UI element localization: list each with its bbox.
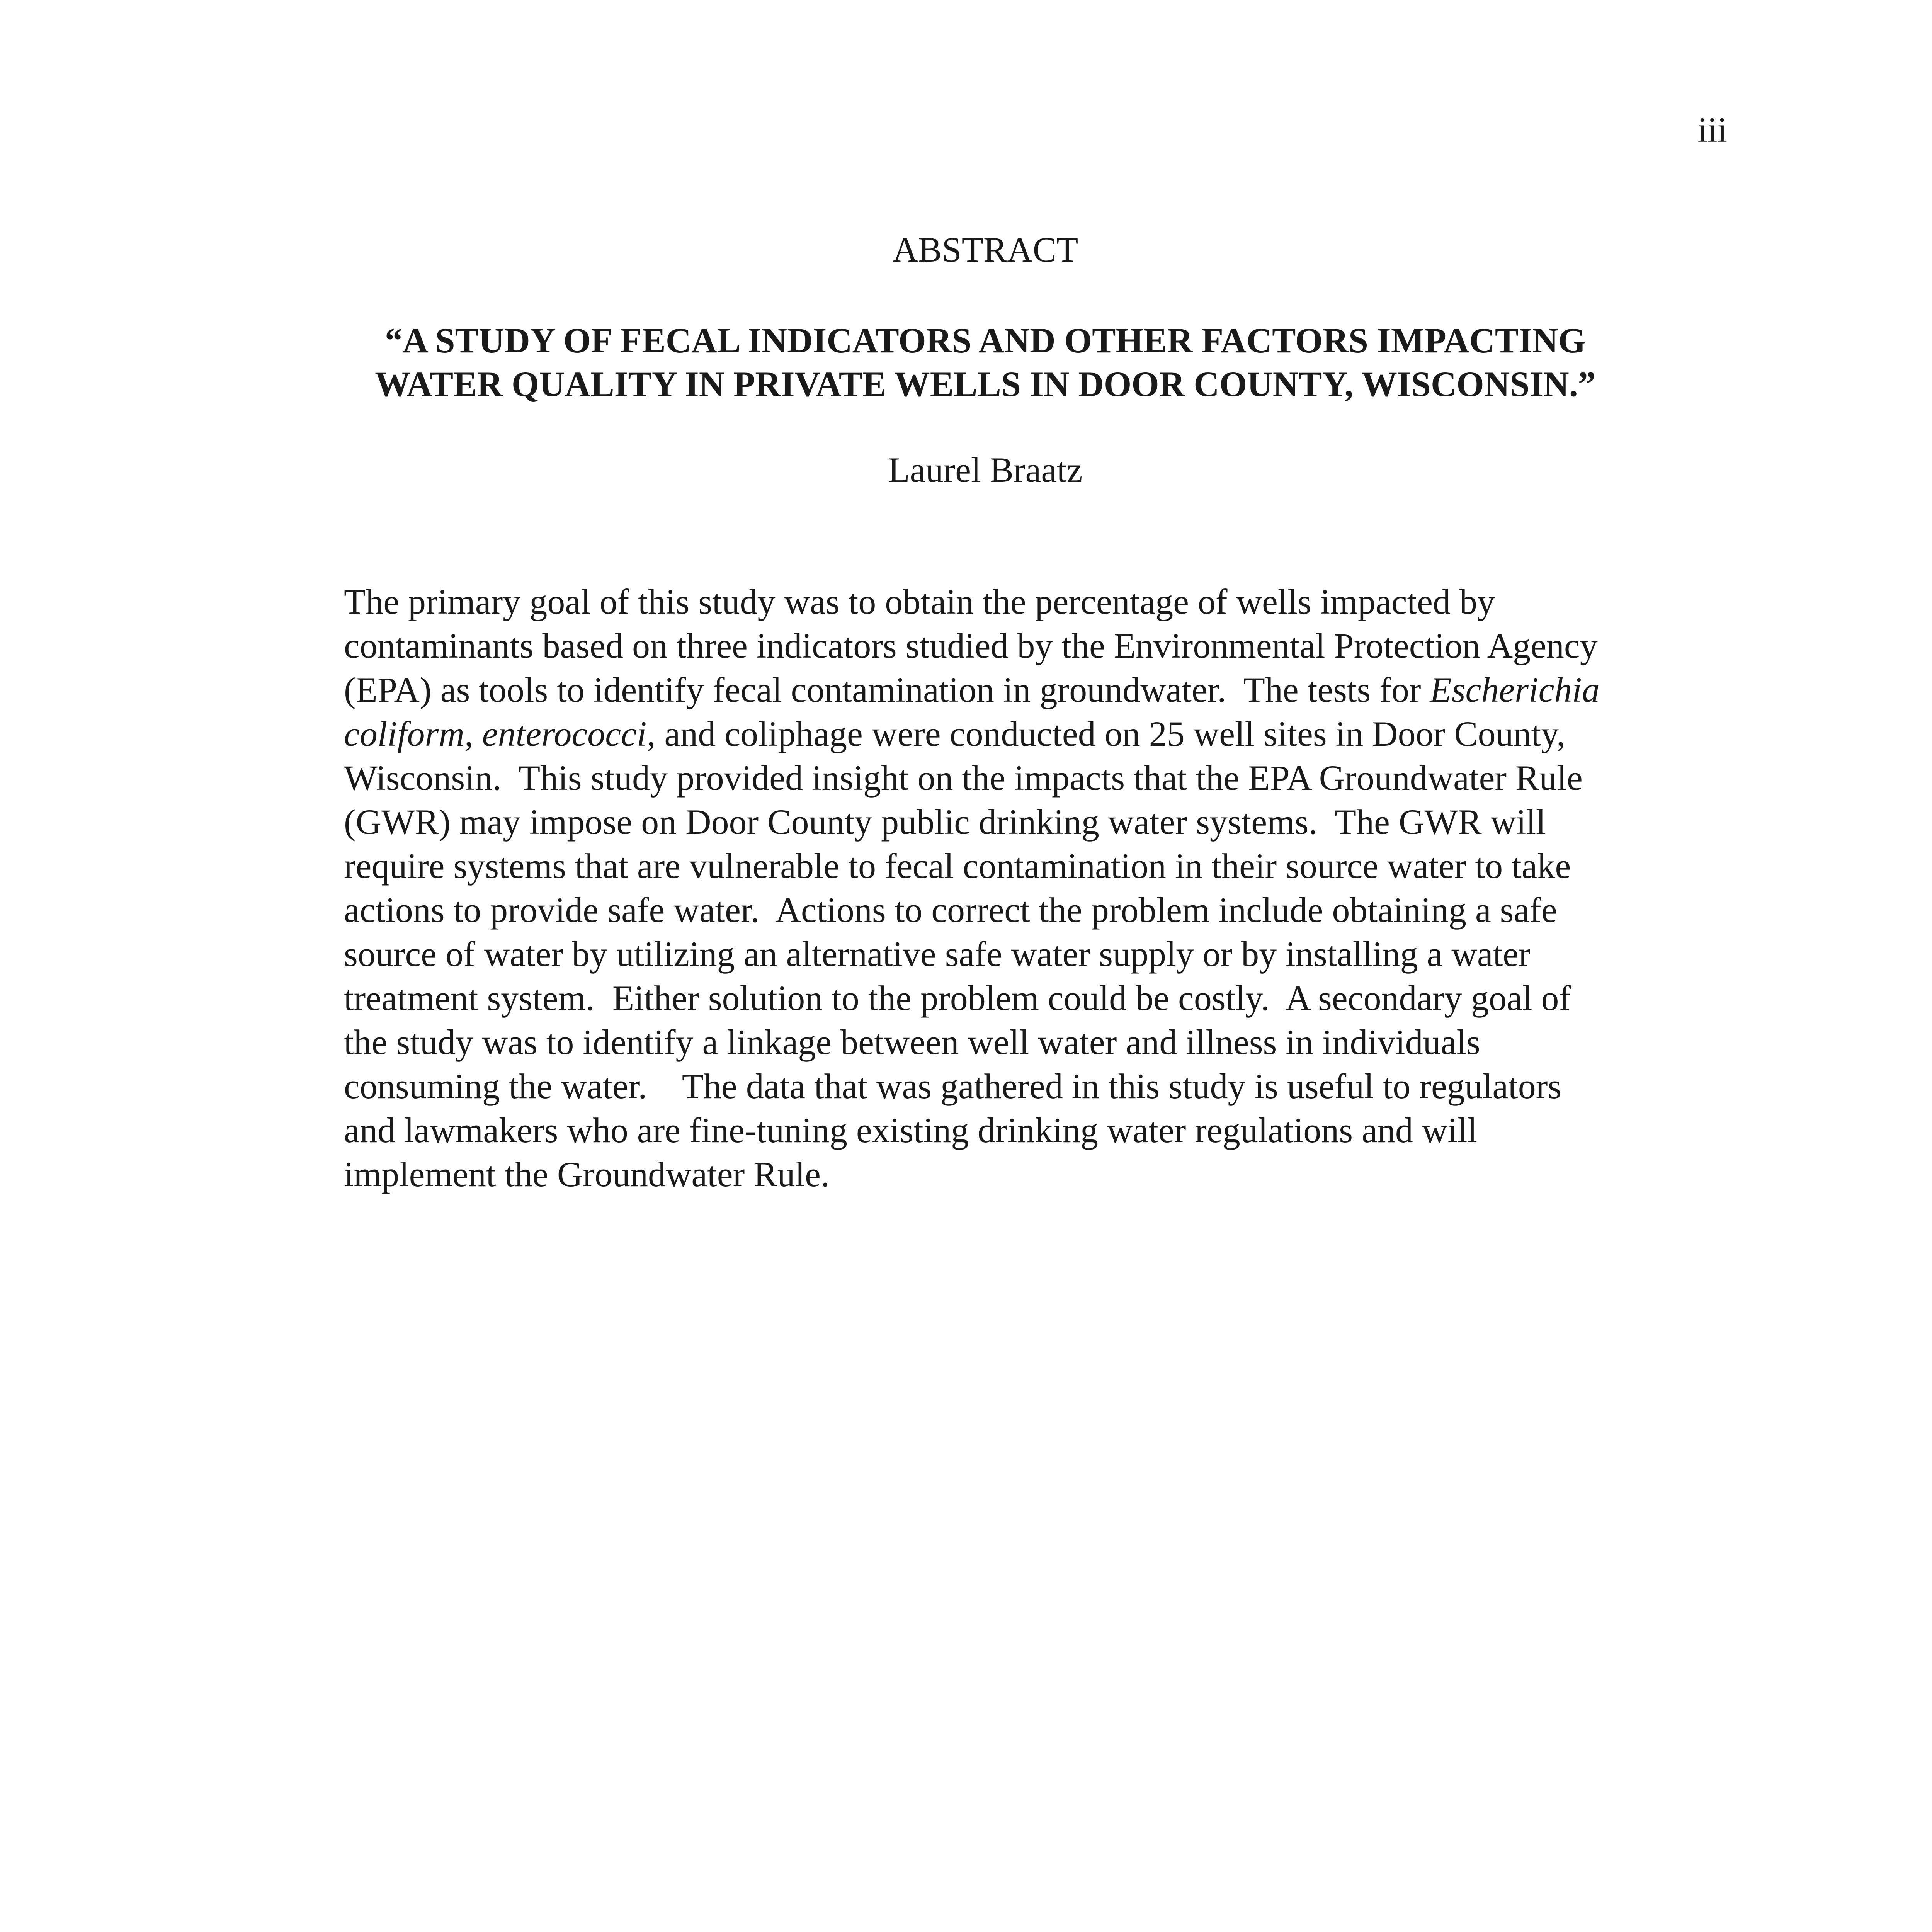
- abstract-line: [344, 668, 1735, 712]
- abstract-line: Wisconsin. This study provided insight on the impacts that the EPA Groundwater Rule: [344, 758, 1583, 798]
- abstract-line: require systems that are vulnerable to fecal contamination in their source water to take: [344, 846, 1571, 886]
- abstract-line: consuming the water. The data that was gathered in this study is useful to regulators: [344, 1066, 1562, 1106]
- abstract-line: contaminants based on three indicators studied by the Environmental Protection Agency: [344, 626, 1598, 665]
- abstract-line: (GWR) may impose on Door County public drinking water systems. The GWR will: [344, 802, 1546, 842]
- species-name-italic: coliform, enterococci,: [344, 714, 656, 753]
- abstract-line: source of water by utilizing an alternative safe water supply or by installing a water: [344, 934, 1531, 974]
- abstract-body: [344, 580, 1735, 1196]
- abstract-line: treatment system. Either solution to the problem could be costly. A secondary goal of: [344, 978, 1571, 1018]
- title-line-1: “A STUDY OF FECAL INDICATORS AND OTHER FACTORS IMPACTING: [385, 321, 1586, 360]
- author-name: Laurel Braatz: [888, 450, 1083, 490]
- abstract-line: The primary goal of this study was to obtain the percentage of wells impacted by: [344, 582, 1495, 621]
- abstract-heading: ABSTRACT: [892, 230, 1078, 269]
- abstract-line: [344, 712, 1735, 756]
- species-name-italic: Escherichia: [1430, 670, 1600, 709]
- abstract-line: implement the Groundwater Rule.: [344, 1155, 830, 1194]
- page-number: iii: [1697, 110, 1727, 150]
- thesis-title: [0, 319, 1932, 406]
- abstract-line: and lawmakers who are fine-tuning existing drinking water regulations and will: [344, 1111, 1477, 1150]
- abstract-text: (EPA) as tools to identify fecal contamination in groundwater. The tests for: [344, 670, 1430, 709]
- abstract-text: and coliphage were conducted on 25 well sites in Door County,: [655, 714, 1566, 753]
- abstract-line: actions to provide safe water. Actions to correct the problem include obtaining a safe: [344, 890, 1557, 930]
- title-line-2: WATER QUALITY IN PRIVATE WELLS IN DOOR COUNTY, WISCONSIN.”: [375, 364, 1596, 404]
- abstract-line: the study was to identify a linkage between well water and illness in individuals: [344, 1022, 1480, 1062]
